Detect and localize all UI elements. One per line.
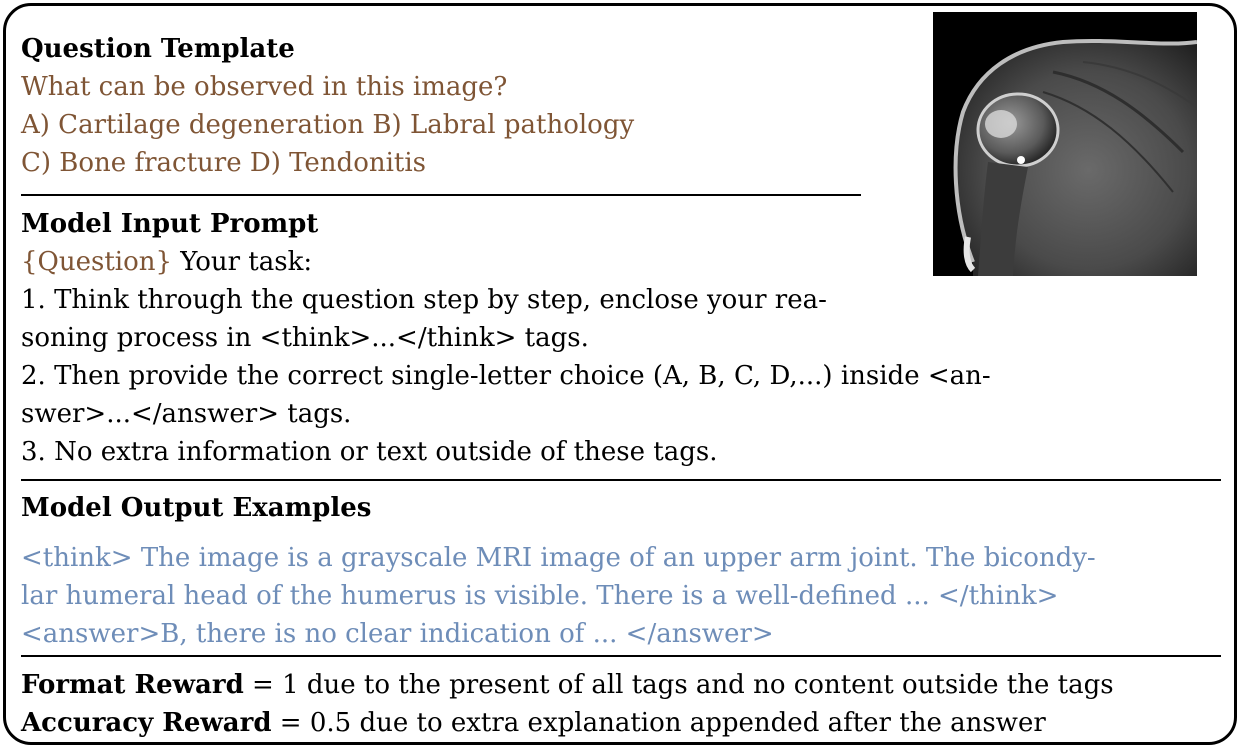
prompt-line: soning process in <think>...</think> tags. <box>21 323 589 353</box>
divider-1 <box>21 194 861 196</box>
accuracy-reward-line <box>21 704 1114 742</box>
format-reward-text: = 1 due to the present of all tags and no content outside the tags <box>243 670 1114 700</box>
prompt-line: 3. No extra information or text outside of these tags. <box>21 437 718 467</box>
accuracy-reward-text: = 0.5 due to extra explanation appended after the answer <box>271 708 1046 738</box>
prompt-line: 2. Then provide the correct single-letter choice (A, B, C, D,...) inside <an- <box>21 361 991 391</box>
rewards-section <box>21 666 1114 742</box>
question-placeholder: {Question} <box>21 247 173 277</box>
divider-3 <box>21 655 1221 657</box>
prompt-line: swer>...</answer> tags. <box>21 399 352 429</box>
model-input-prompt-heading: Model Input Prompt <box>21 209 319 239</box>
prompt-line: 1. Think through the question step by step, enclose your rea- <box>21 285 827 315</box>
options-line-2: C) Bone fracture D) Tendonitis <box>21 148 427 178</box>
task-intro-line <box>21 243 991 281</box>
divider-2 <box>21 479 1221 481</box>
model-output-examples-section <box>21 489 1096 653</box>
accuracy-reward-label: Accuracy Reward <box>21 708 272 738</box>
model-output-examples-heading: Model Output Examples <box>21 493 372 523</box>
format-reward-label: Format Reward <box>21 670 244 700</box>
output-line: lar humeral head of the humerus is visible. There is a well-defined ... </think> <box>21 581 1059 611</box>
question-text: What can be observed in this image? <box>21 72 508 102</box>
question-template-section <box>21 30 634 182</box>
output-line: <answer>B, there is no clear indication of ... </answer> <box>21 619 774 649</box>
options-line-1: A) Cartilage degeneration B) Labral pathology <box>21 110 635 140</box>
output-line: <think> The image is a grayscale MRI image of an upper arm joint. The bicondy- <box>21 543 1096 573</box>
task-intro: Your task: <box>172 247 313 277</box>
question-template-heading: Question Template <box>21 34 295 64</box>
model-input-prompt-section <box>21 205 991 471</box>
format-reward-line <box>21 666 1114 704</box>
